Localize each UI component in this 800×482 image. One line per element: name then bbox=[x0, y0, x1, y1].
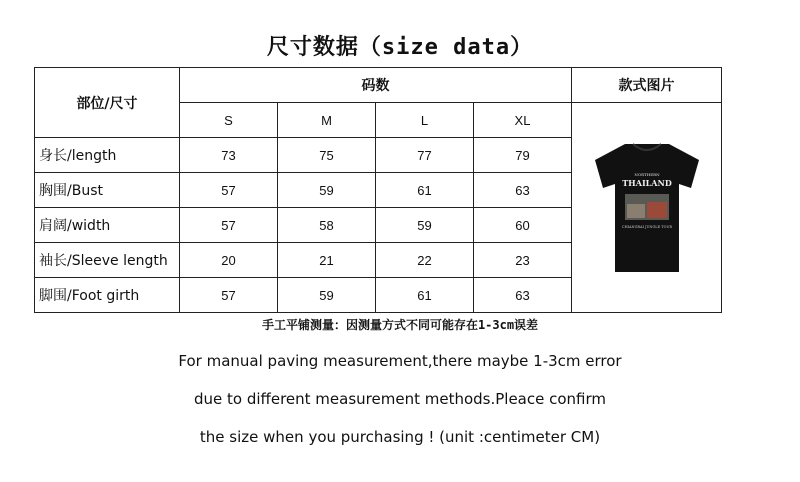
cell-value: 58 bbox=[278, 208, 376, 243]
tshirt-image bbox=[587, 138, 707, 278]
size-header-xl: XL bbox=[474, 103, 572, 138]
note-english-line-3: the size when you purchasing ! (unit :centimeter CM) bbox=[199, 428, 601, 446]
size-header-m: M bbox=[278, 103, 376, 138]
cell-value: 79 bbox=[474, 138, 572, 173]
cell-value: 59 bbox=[278, 173, 376, 208]
print-text-top: NORTHERN bbox=[633, 171, 660, 177]
cell-value: 60 bbox=[474, 208, 572, 243]
cell-value: 57 bbox=[180, 278, 278, 313]
cell-value: 20 bbox=[180, 243, 278, 278]
print-text-bottom: CHIANGRAI JUNGLE TOUR bbox=[621, 224, 672, 229]
cell-value: 22 bbox=[376, 243, 474, 278]
size-table bbox=[34, 67, 722, 313]
cell-value: 61 bbox=[376, 173, 474, 208]
table-header-row bbox=[35, 68, 722, 103]
product-image-cell bbox=[572, 103, 722, 313]
cell-value: 77 bbox=[376, 138, 474, 173]
part-size-header: 部位/尺寸 bbox=[35, 68, 180, 138]
style-image-header: 款式图片 bbox=[572, 68, 722, 103]
print-graphic-shade bbox=[647, 202, 667, 218]
row-label: 胸围/Bust bbox=[35, 173, 180, 208]
print-graphic-shade bbox=[627, 204, 645, 218]
cell-value: 23 bbox=[474, 243, 572, 278]
cell-value: 57 bbox=[180, 208, 278, 243]
row-label: 袖长/Sleeve length bbox=[35, 243, 180, 278]
cell-value: 21 bbox=[278, 243, 376, 278]
note-english-line-2: due to different measurement methods.Pleace confirm bbox=[193, 390, 607, 408]
cell-value: 57 bbox=[180, 173, 278, 208]
size-header-l: L bbox=[376, 103, 474, 138]
cell-value: 59 bbox=[278, 278, 376, 313]
code-header: 码数 bbox=[180, 68, 572, 103]
cell-value: 73 bbox=[180, 138, 278, 173]
cell-value: 59 bbox=[376, 208, 474, 243]
cell-value: 63 bbox=[474, 173, 572, 208]
row-label: 身长/length bbox=[35, 138, 180, 173]
size-header-s: S bbox=[180, 103, 278, 138]
cell-value: 61 bbox=[376, 278, 474, 313]
row-label: 肩阔/width bbox=[35, 208, 180, 243]
cell-value: 75 bbox=[278, 138, 376, 173]
cell-value: 63 bbox=[474, 278, 572, 313]
print-text-main: THAILAND bbox=[621, 177, 672, 188]
note-chinese: 手工平铺测量：因测量方式不同可能存在1-3cm误差 bbox=[261, 318, 539, 332]
page-title: 尺寸数据（size data） bbox=[266, 35, 534, 60]
note-english-line-1: For manual paving measurement,there maybe 1-3cm error bbox=[178, 352, 622, 370]
row-label: 脚围/Foot girth bbox=[35, 278, 180, 313]
